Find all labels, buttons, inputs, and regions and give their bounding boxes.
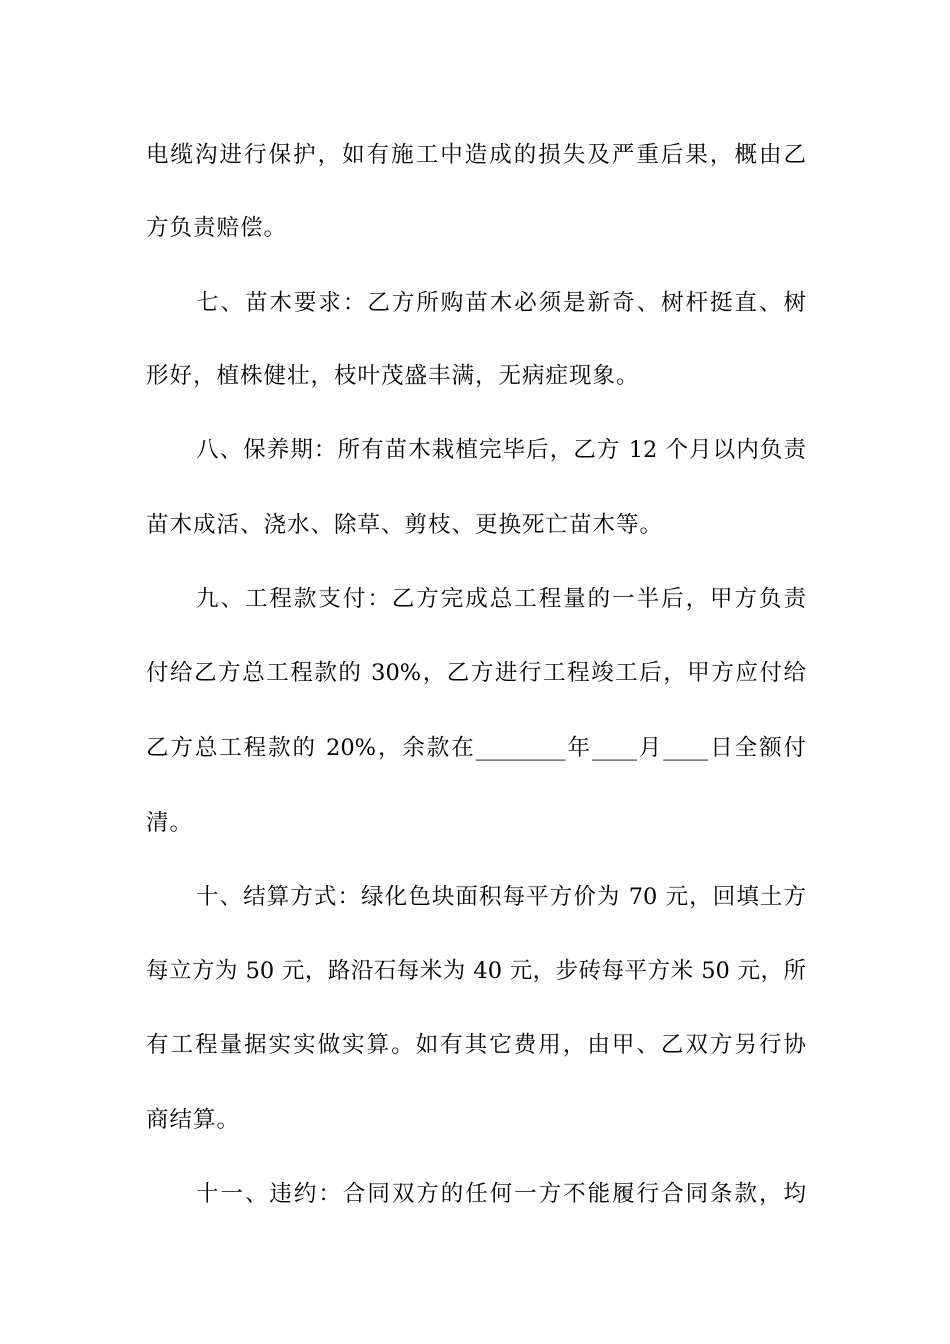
- text-line: 十、结算方式：绿化色块面积每平方价为 70 元，回填土方: [196, 884, 806, 910]
- text-line: 形好，植株健壮，枝叶茂盛丰满，无病症现象。: [146, 363, 640, 389]
- text-line: 九、工程款支付：乙方完成总工程量的一半后，甲方负责: [196, 586, 806, 612]
- text-line: 商结算。: [146, 1107, 241, 1133]
- text-line: 每立方为 50 元，路沿石每米为 40 元，步砖每平方米 50 元，所: [146, 958, 806, 984]
- text-line: 苗木成活、浇水、除草、剪枝、更换死亡苗木等。: [146, 512, 664, 538]
- text-line: 十一、违约：合同双方的任何一方不能履行合同条款，均: [196, 1181, 806, 1207]
- text-line: 乙方总工程款的 20%，余款在________年____月____日全额付: [146, 735, 806, 761]
- text-line: 电缆沟进行保护，如有施工中造成的损失及严重后果，概由乙: [146, 142, 806, 168]
- text-line: 方负责赔偿。: [146, 215, 288, 241]
- text-line: 清。: [146, 810, 194, 836]
- text-line: 八、保养期：所有苗木栽植完毕后，乙方 12 个月以内负责: [196, 437, 806, 463]
- text-line: 七、苗木要求：乙方所购苗木必须是新奇、树杆挺直、树: [196, 290, 806, 316]
- text-line: 付给乙方总工程款的 30%，乙方进行工程竣工后，甲方应付给: [146, 660, 806, 686]
- text-line: 有工程量据实实做实算。如有其它费用，由甲、乙双方另行协: [146, 1032, 806, 1058]
